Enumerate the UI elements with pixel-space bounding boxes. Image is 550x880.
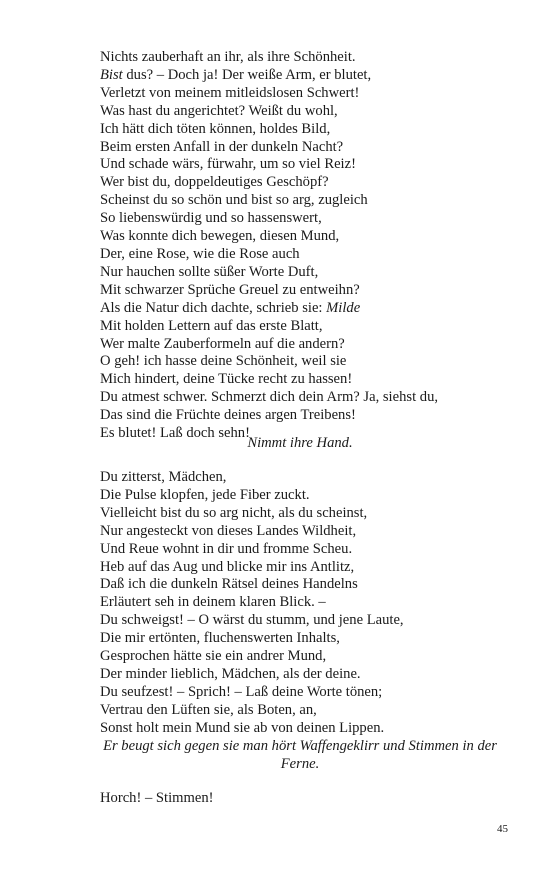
verse-line bbox=[100, 541, 520, 559]
verse-line bbox=[100, 282, 520, 300]
verse-line bbox=[100, 318, 520, 336]
verse-text: O geh! ich hasse deine Schönheit, weil sie bbox=[100, 353, 347, 370]
verse-line bbox=[100, 389, 520, 407]
verse-block-1 bbox=[100, 49, 520, 443]
stage-direction-line: Er beugt sich gegen sie man hört Waffengeklirr und Stimmen in der bbox=[103, 738, 497, 754]
verse-text: Wer malte Zauberformeln auf die andern? bbox=[100, 335, 345, 352]
verse-text: Mich hindert, deine Tücke recht zu hassen! bbox=[100, 371, 353, 388]
verse-line bbox=[100, 67, 520, 85]
verse-text: Der minder lieblich, Mädchen, als der deine. bbox=[100, 665, 361, 682]
verse-line bbox=[100, 612, 520, 630]
verse-text: Du zitterst, Mädchen, bbox=[100, 469, 227, 485]
verse-text: Mit schwarzer Sprüche Greuel zu entweihn? bbox=[100, 281, 360, 298]
verse-text: Vertrau den Lüften sie, als Boten, an, bbox=[100, 701, 317, 718]
verse-line bbox=[100, 648, 520, 666]
verse-line bbox=[100, 469, 520, 487]
verse-line bbox=[100, 576, 520, 594]
verse-line bbox=[100, 594, 520, 612]
emphasized-text: Bist bbox=[100, 66, 123, 83]
verse-line bbox=[100, 336, 520, 354]
verse-line bbox=[100, 684, 520, 702]
verse-line bbox=[100, 720, 520, 738]
verse-line bbox=[100, 228, 520, 246]
verse-text: Erläutert seh in deinem klaren Blick. – bbox=[100, 594, 326, 611]
verse-text: Und schade wärs, fürwahr, um so viel Reiz! bbox=[100, 156, 356, 173]
verse-line bbox=[100, 121, 520, 139]
verse-text: Gesprochen hätte sie ein andrer Mund, bbox=[100, 648, 327, 665]
verse-line bbox=[100, 192, 520, 210]
verse-text: Wer bist du, doppeldeutiges Geschöpf? bbox=[100, 174, 329, 191]
verse-text: Und Reue wohnt in dir und fromme Scheu. bbox=[100, 540, 353, 557]
verse-line bbox=[100, 49, 520, 67]
verse-line bbox=[100, 156, 520, 174]
verse-text: Als die Natur dich dachte, schrieb sie: bbox=[100, 299, 327, 316]
stage-direction-1 bbox=[80, 435, 520, 453]
verse-line bbox=[100, 85, 520, 103]
verse-text: Beim ersten Anfall in der dunkeln Nacht? bbox=[100, 138, 344, 155]
verse-line bbox=[100, 174, 520, 192]
verse-text: Nichts zauberhaft an ihr, als ihre Schönheit. bbox=[100, 49, 356, 65]
verse-text: Nur hauchen sollte süßer Worte Duft, bbox=[100, 263, 319, 280]
verse-text: Du seufzest! – Sprich! – Laß deine Worte tönen; bbox=[100, 683, 383, 700]
verse-text: Es blutet! Laß doch sehn! bbox=[100, 425, 250, 442]
stage-direction-text: Nimmt ihre Hand. bbox=[247, 435, 353, 451]
verse-text: Du atmest schwer. Schmerzt dich dein Arm? Ja, siehst du, bbox=[100, 389, 439, 406]
verse-text: Was hast du angerichtet? Weißt du wohl, bbox=[100, 102, 338, 119]
verse-text: Sonst holt mein Mund sie ab von deinen Lippen. bbox=[100, 719, 385, 736]
verse-line bbox=[100, 790, 520, 808]
verse-line bbox=[100, 264, 520, 282]
verse-text: So liebenswürdig und so hassenswert, bbox=[100, 210, 322, 227]
stage-direction-line: Ferne. bbox=[280, 755, 320, 772]
verse-line bbox=[100, 246, 520, 264]
verse-line bbox=[100, 487, 520, 505]
verse-text: Du schweigst! – O wärst du stumm, und jene Laute, bbox=[100, 612, 404, 629]
verse-block-3 bbox=[100, 790, 520, 808]
verse-text: Das sind die Früchte deines argen Treibens! bbox=[100, 407, 356, 424]
verse-text: Daß ich die dunkeln Rätsel deines Handelns bbox=[100, 576, 358, 593]
verse-text: Mit holden Lettern auf das erste Blatt, bbox=[100, 317, 323, 334]
stage-direction-2 bbox=[80, 738, 520, 774]
verse-line bbox=[100, 559, 520, 577]
verse-line bbox=[100, 630, 520, 648]
verse-text: Der, eine Rose, wie die Rose auch bbox=[100, 245, 300, 262]
verse-line bbox=[100, 103, 520, 121]
verse-text: Heb auf das Aug und blicke mir ins Antlitz, bbox=[100, 558, 355, 575]
verse-line bbox=[100, 523, 520, 541]
verse-line bbox=[100, 505, 520, 523]
verse-text: Scheinst du so schön und bist so arg, zugleich bbox=[100, 192, 368, 209]
verse-text: Vielleicht bist du so arg nicht, als du scheinst, bbox=[100, 504, 368, 521]
verse-text: Was konnte dich bewegen, diesen Mund, bbox=[100, 228, 340, 245]
verse-line bbox=[100, 353, 520, 371]
verse-text: Die Pulse klopfen, jede Fiber zuckt. bbox=[100, 486, 310, 503]
verse-text: dus? – Doch ja! Der weiße Arm, er blutet, bbox=[122, 66, 372, 83]
verse-text: Die mir ertönten, fluchenswerten Inhalts, bbox=[100, 630, 340, 647]
emphasized-text: Milde bbox=[326, 299, 361, 316]
verse-line bbox=[100, 139, 520, 157]
verse-line bbox=[100, 666, 520, 684]
verse-text: Verletzt von meinem mitleidslosen Schwert! bbox=[100, 84, 360, 101]
verse-line bbox=[100, 407, 520, 425]
verse-text: Ich hätt dich töten können, holdes Bild, bbox=[100, 120, 331, 137]
page-number: 45 bbox=[497, 823, 508, 835]
verse-block-2 bbox=[100, 469, 520, 738]
verse-line bbox=[100, 702, 520, 720]
verse-line bbox=[100, 300, 520, 318]
verse-line bbox=[100, 371, 520, 389]
verse-text: Nur angesteckt von dieses Landes Wildheit, bbox=[100, 522, 357, 539]
verse-text: Horch! – Stimmen! bbox=[100, 790, 214, 806]
verse-line bbox=[100, 210, 520, 228]
